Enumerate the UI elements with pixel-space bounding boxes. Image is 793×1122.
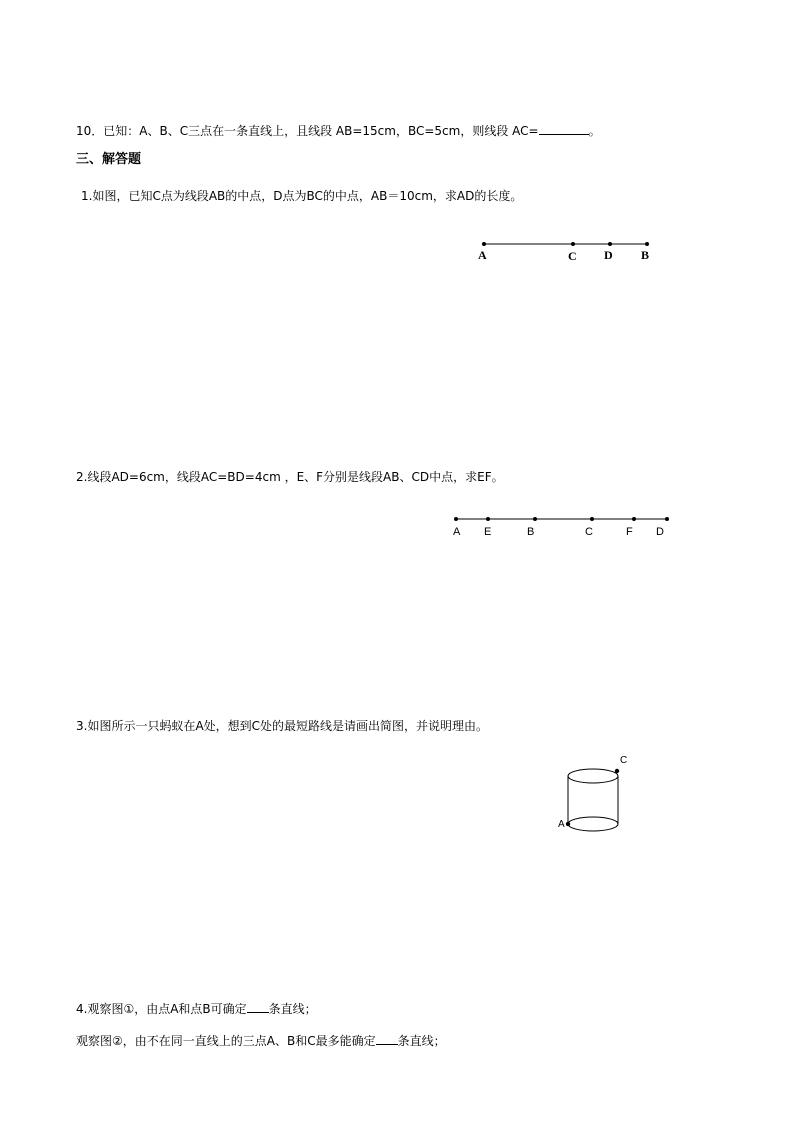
point-c bbox=[590, 517, 594, 521]
answer-blank[interactable] bbox=[247, 1000, 269, 1013]
question-4-line-1-end: 条直线； bbox=[268, 1002, 317, 1016]
question-10-end: 。 bbox=[588, 124, 601, 138]
point-d bbox=[608, 242, 612, 246]
label-c: C bbox=[620, 755, 628, 766]
answer-blank[interactable] bbox=[376, 1032, 398, 1045]
q2-segment-diagram bbox=[446, 510, 676, 544]
point-b bbox=[645, 242, 649, 246]
answer-blank[interactable] bbox=[539, 122, 589, 135]
question-1-text: 1.如图，已知C点为线段AB的中点，D点为BC的中点，AB＝10cm，求AD的长度。 bbox=[81, 189, 523, 203]
section-heading: 三、解答题 bbox=[76, 152, 142, 167]
question-2-text: 2.线段AD=6cm，线段AC=BD=4cm ，E、F分别是线段AB、CD中点，求EF。 bbox=[76, 470, 504, 484]
question-4-line-1-text: 4.观察图①，由点A和点B可确定 bbox=[76, 1002, 247, 1016]
question-10 bbox=[76, 122, 601, 139]
point-c bbox=[615, 769, 619, 773]
q2-figure bbox=[446, 510, 676, 544]
label-b: B bbox=[527, 526, 535, 538]
question-4-line-2 bbox=[76, 1032, 446, 1049]
label-d: D bbox=[604, 248, 613, 262]
cylinder-top bbox=[568, 769, 618, 783]
label-f: F bbox=[626, 526, 633, 538]
cylinder-bottom bbox=[568, 817, 618, 831]
question-4-line-2-end: 条直线； bbox=[397, 1034, 446, 1048]
label-c: C bbox=[568, 249, 577, 263]
point-e bbox=[486, 517, 490, 521]
point-d bbox=[665, 517, 669, 521]
label-a: A bbox=[558, 819, 565, 830]
point-b bbox=[533, 517, 537, 521]
question-4-line-1 bbox=[76, 1000, 317, 1017]
point-f bbox=[632, 517, 636, 521]
point-a bbox=[482, 242, 486, 246]
q3-figure bbox=[556, 754, 636, 838]
q1-figure bbox=[470, 232, 670, 268]
question-3-text: 3.如图所示一只蚂蚁在A处，想到C处的最短路线是请画出简图，并说明理由。 bbox=[76, 719, 489, 733]
question-4-line-2-text: 观察图②，由不在同一直线上的三点A、B和C最多能确定 bbox=[76, 1034, 376, 1048]
label-c: C bbox=[585, 526, 593, 538]
point-a bbox=[454, 517, 458, 521]
label-d: D bbox=[656, 526, 664, 538]
point-a bbox=[566, 822, 570, 826]
label-b: B bbox=[641, 248, 650, 262]
label-e: E bbox=[484, 526, 492, 538]
label-a: A bbox=[453, 526, 461, 538]
label-a: A bbox=[478, 248, 487, 262]
question-10-text: 10．已知：A、B、C三点在一条直线上，且线段 AB=15cm，BC=5cm，则线段 AC= bbox=[76, 124, 539, 138]
point-c bbox=[571, 242, 575, 246]
